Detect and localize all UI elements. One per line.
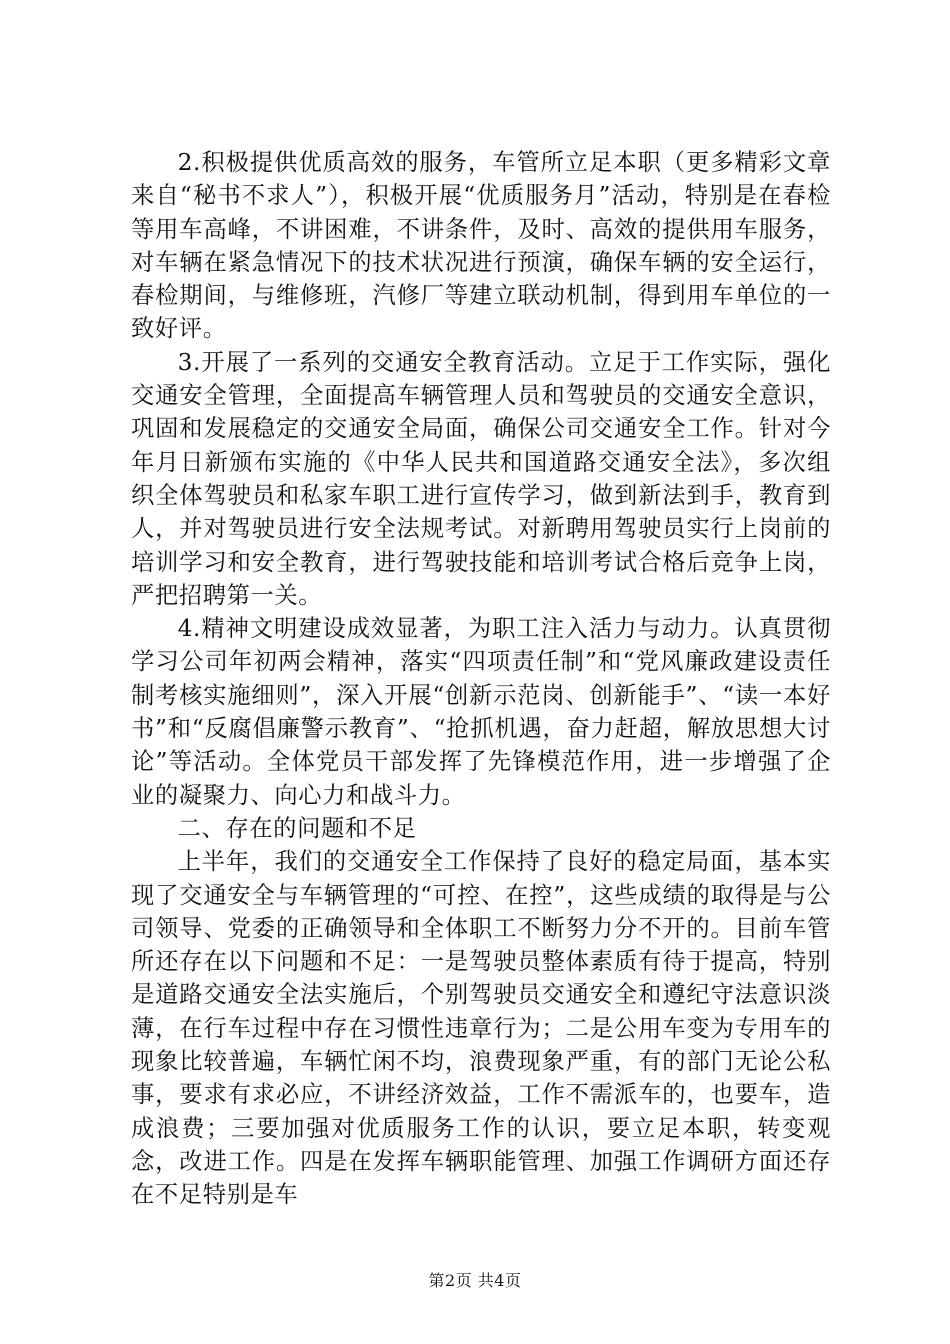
- page-footer: 第2页 共4页: [428, 1271, 522, 1290]
- paragraph-civilization: 4.精神文明建设成效显著，为职工注入活力与动力。认真贯彻学习公司年初两会精神，落实“四项责任制”和“党风廉政建设责任制考核实施细则”，深入开展“创新示范岗、创新能手”、“读一本好书”和“反腐倡廉警示教育”、“抢抓机遇，奋力赶超，解放思想大讨论”等活动。全体党员干部发挥了先锋模范作用，进一步增强了企业的凝聚力、向心力和战斗力。: [131, 615, 831, 809]
- section-heading-problems: 二、存在的问题和不足: [177, 814, 417, 842]
- document-body: [131, 146, 831, 1212]
- paragraph-safety-education: 3.开展了一系列的交通安全教育活动。立足于工作实际，强化交通安全管理，全面提高车辆管理人员和驾驶员的交通安全意识，巩固和发展稳定的交通安全局面，确保公司交通安全工作。针对今年月日新颁布实施的《中华人民共和国道路交通安全法》，多次组织全体驾驶员和私家车职工进行宣传学习，做到新法到手，教育到人，并对驾驶员进行安全法规考试。对新聘用驾驶员实行上岗前的培训学习和安全教育，进行驾驶技能和培训考试合格后竞争上岗，严把招聘第一关。: [131, 348, 831, 609]
- paragraph-service: 2.积极提供优质高效的服务，车管所立足本职（更多精彩文章来自“秘书不求人”），积极开展“优质服务月”活动，特别是在春检等用车高峰，不讲困难，不讲条件，及时、高效的提供用车服务，对车辆在紧急情况下的技术状况进行预演，确保车辆的安全运行，春检期间，与维修班，汽修厂等建立联动机制，得到用车单位的一致好评。: [131, 149, 831, 343]
- paragraph-problems: 上半年，我们的交通安全工作保持了良好的稳定局面，基本实现了交通安全与车辆管理的“可控、在控”，这些成绩的取得是与公司领导、党委的正确领导和全体职工不断努力分不开的。目前车管所还存在以下问题和不足：一是驾驶员整体素质有待于提高，特别是道路交通安全法实施后，个别驾驶员交通安全和遵纪守法意识淡薄，在行车过程中存在习惯性违章行为；二是公用车变为专用车的现象比较普遍，车辆忙闲不均，浪费现象严重，有的部门无论公私事，要求有求必应，不讲经济效益，工作不需派车的，也要车，造成浪费；三要加强对优质服务工作的认识，要立足本职，转变观念，改进工作。四是在发挥车辆职能管理、加强工作调研方面还存在不足特别是车: [131, 848, 831, 1209]
